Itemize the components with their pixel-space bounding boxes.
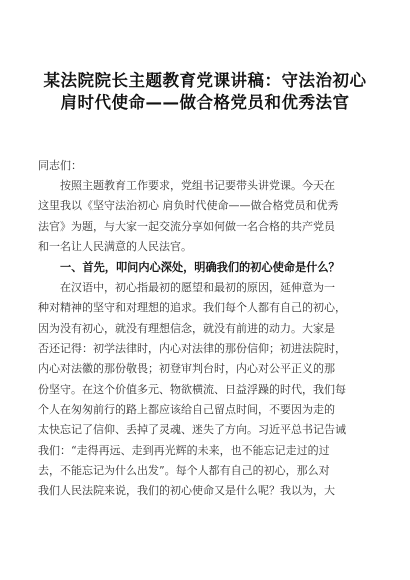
intro-line: 法官》为题，与大家一起交流分享如何做一名合格的共产党员 [38, 219, 335, 233]
body-line: 太快忘记了信仰、丢掉了灵魂、迷失了方向。习近平总书记告诫 [38, 423, 346, 437]
body-line: 否还记得：初学法律时，内心对法律的那份信仰；初进法院时， [38, 342, 346, 356]
body-line: 内心对法徽的那份敬畏；初登审判台时，内心对公平正义的那 [38, 362, 335, 376]
body-line: 因为没有初心，就没有理想信念，就没有前进的动力。大家是 [38, 321, 335, 335]
body-line: 我们人民法院来说，我们的初心使命又是什么呢？我以为，大 [38, 484, 335, 498]
body-line: 个人在匆匆前行的路上都应该给自己留点时间，不要因为走的 [38, 402, 335, 416]
document-title [38, 70, 372, 114]
body-line: 在汉语中，初心指最初的愿望和最初的原因，延伸意为一 [60, 281, 335, 295]
body-line: 份坚守。在这个价值多元、物欲横流、日益浮躁的时代，我们每 [38, 382, 346, 396]
body-paragraph [38, 278, 372, 501]
body-line: 我们：“走得再远、走到再光辉的未来，也不能忘记走过的过 [38, 443, 330, 457]
title-line-1: 某法院院长主题教育党课讲稿：守法治初心 [43, 71, 367, 90]
intro-paragraph [38, 176, 372, 257]
title-line-2: 肩时代使命——做合格党员和优秀法官 [60, 93, 350, 112]
body-line: 去，不能忘记为什么出发”。每个人都有自己的初心，那么对 [38, 463, 330, 477]
intro-line: 这里我以《坚守法治初心 肩负时代使命——做合格党员和优秀 [38, 199, 339, 213]
section-heading: 一、首先，叩问内心深处，明确我们的初心使命是什么？ [60, 261, 340, 275]
intro-line: 和一名让人民满意的人民法官。 [38, 239, 192, 253]
intro-line: 按照主题教育工作要求，党组书记要带头讲党课。今天在 [60, 179, 335, 192]
body-line: 种对精神的坚守和对理想的追求。我们每个人都有自己的初心， [38, 301, 346, 315]
salutation: 同志们： [38, 159, 82, 172]
